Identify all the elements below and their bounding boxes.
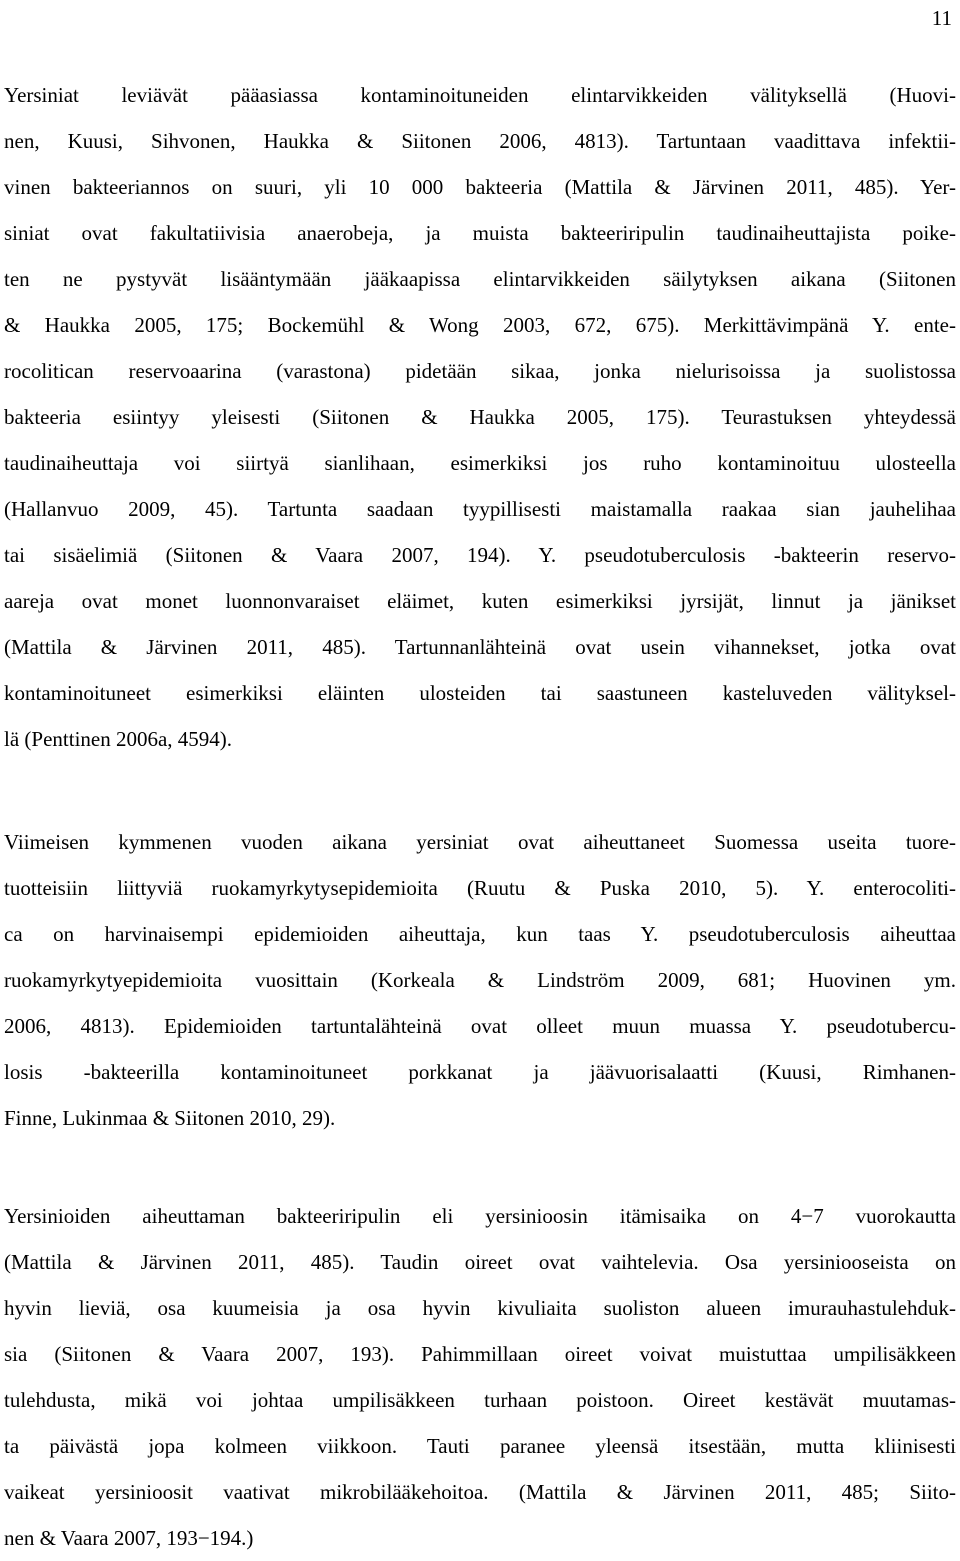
paragraph-3 [4, 1193, 956, 1561]
text-line: taudinaiheuttaja voi siirtyä sianlihaan, esimerkiksi jos ruho kontaminoituu ulosteella [4, 451, 956, 475]
text-line: ca on harvinaisempi epidemioiden aiheuttaja, kun taas Y. pseudotuberculosis aiheuttaa [4, 922, 956, 946]
text-line: Yersiniat leviävät pääasiassa kontaminoituneiden elintarvikkeiden välityksellä (Huovi- [4, 83, 956, 107]
text-line: nen, Kuusi, Sihvonen, Haukka & Siitonen 2006, 4813). Tartuntaan vaadittava infektii- [4, 129, 956, 153]
text-line: sia (Siitonen & Vaara 2007, 193). Pahimmillaan oireet voivat muistuttaa umpilisäkkeen [4, 1342, 956, 1366]
text-line: (Hallanvuo 2009, 45). Tartunta saadaan tyypillisesti maistamalla raakaa sian jauhelihaa [4, 497, 956, 521]
text-line: ten ne pystyvät lisääntymään jääkaapissa elintarvikkeiden säilytyksen aikana (Siitonen [4, 267, 956, 291]
text-line: tuotteisiin liittyviä ruokamyrkytysepidemioita (Ruutu & Puska 2010, 5). Y. enterocoliti- [4, 876, 956, 900]
text-line: nen & Vaara 2007, 193−194.) [4, 1526, 254, 1550]
text-line: losis -bakteerilla kontaminoituneet porkkanat ja jäävuorisalaatti (Kuusi, Rimhanen- [4, 1060, 956, 1084]
text-line: hyvin lieviä, osa kuumeisia ja osa hyvin kivuliaita suoliston alueen imurauhastulehduk- [4, 1296, 956, 1320]
text-line: Finne, Lukinmaa & Siitonen 2010, 29). [4, 1106, 336, 1130]
text-line: tai sisäelimiä (Siitonen & Vaara 2007, 194). Y. pseudotuberculosis -bakteerin reservo- [4, 543, 956, 567]
paragraph-1 [4, 72, 956, 762]
text-line: & Haukka 2005, 175; Bockemühl & Wong 2003, 672, 675). Merkittävimpänä Y. ente- [4, 313, 956, 337]
text-line: rocolitican reservoaarina (varastona) pidetään sikaa, jonka nielurisoissa ja suolistossa [4, 359, 956, 383]
text-line: tulehdusta, mikä voi johtaa umpilisäkkeen turhaan poistoon. Oireet kestävät muutamas- [4, 1388, 956, 1412]
text-line: Yersinioiden aiheuttaman bakteeriripulin eli yersinioosin itämisaika on 4−7 vuorokautta [4, 1204, 956, 1228]
text-line: (Mattila & Järvinen 2011, 485). Tartunnanlähteinä ovat usein vihannekset, jotka ovat [4, 635, 956, 659]
text-line: kontaminoituneet esimerkiksi eläinten ulosteiden tai saastuneen kasteluveden välityksel- [4, 681, 956, 705]
text-line: siniat ovat fakultatiivisia anaerobeja, ja muista bakteeriripulin taudinaiheuttajista poike- [4, 221, 956, 245]
text-line: ta päivästä jopa kolmeen viikkoon. Tauti paranee yleensä itsestään, mutta kliinisesti [4, 1434, 956, 1458]
text-line: aareja ovat monet luonnonvaraiset eläimet, kuten esimerkiksi jyrsijät, linnut ja jänikset [4, 589, 956, 613]
text-line: bakteeria esiintyy yleisesti (Siitonen & Haukka 2005, 175). Teurastuksen yhteydessä [4, 405, 956, 429]
page-number: 11 [931, 6, 952, 30]
paragraph-2 [4, 819, 956, 1141]
text-line: vinen bakteeriannos on suuri, yli 10 000 bakteeria (Mattila & Järvinen 2011, 485). Yer- [4, 175, 956, 199]
text-line: vaikeat yersinioosit vaativat mikrobilääkehoitoa. (Mattila & Järvinen 2011, 485; Siito- [4, 1480, 956, 1504]
text-line: lä (Penttinen 2006a, 4594). [4, 727, 233, 751]
text-line: (Mattila & Järvinen 2011, 485). Taudin oireet ovat vaihtelevia. Osa yersiniooseista on [4, 1250, 956, 1274]
text-line: ruokamyrkytyepidemioita vuosittain (Korkeala & Lindström 2009, 681; Huovinen ym. [4, 968, 956, 992]
text-line: Viimeisen kymmenen vuoden aikana yersiniat ovat aiheuttaneet Suomessa useita tuore- [4, 830, 956, 854]
text-line: 2006, 4813). Epidemioiden tartuntalähteinä ovat olleet muun muassa Y. pseudotubercu- [4, 1014, 956, 1038]
